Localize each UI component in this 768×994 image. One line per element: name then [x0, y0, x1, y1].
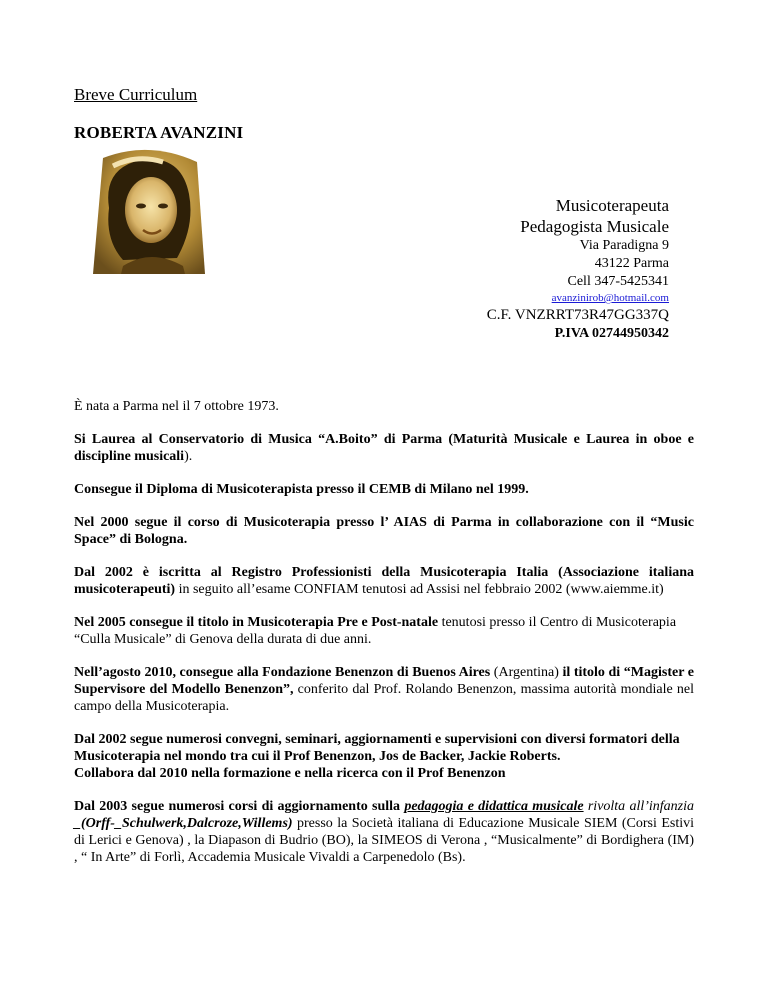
prenatal-detail: tenutosi presso il Centro di Musicoterapia “Culla Musicale” di Genova della durata di due anni. — [74, 615, 677, 647]
phone-number: Cell 347-5425341 — [567, 274, 669, 289]
pedagogy-intro: Dal 2003 segue numerosi corsi di aggiornamento sulla — [74, 799, 405, 814]
paragraph-degree — [74, 431, 694, 465]
paragraph-aias — [74, 514, 694, 548]
document-heading: Breve Curriculum — [74, 85, 198, 104]
role-line-2: Pedagogista Musicale — [520, 217, 669, 236]
paragraph-registry — [74, 564, 694, 598]
curriculum-body — [74, 398, 694, 882]
benenzon-country: (Argentina) — [490, 665, 563, 680]
contact-block — [309, 195, 669, 343]
birth-text: È nata a Parma nel il 7 ottobre 1973. — [74, 399, 279, 414]
address-city: 43122 Parma — [594, 256, 669, 271]
pedagogy-target: rivolta all’infanzia — [583, 799, 695, 814]
degree-text: Si Laurea al Conservatorio di Musica “A.Boito” di Parma (Maturità Musicale e Laurea in oboe e discipline musicali — [74, 432, 694, 464]
pedagogy-detail: presso la Società italiana di Educazione Musicale SIEM (Corsi Estivi di Lerici e Genova) , la Diapason di Budrio (BO), la SIMEOS di Verona , “Musicalmente” di Bordighera (IM) , “ In Arte” di Forlì, Accademia Musicale Vivaldi a Carpenedolo (Bs). — [74, 816, 694, 865]
pedagogy-methods: _(Orff-_Schulwerk,Dalcroze,Willems) — [74, 816, 293, 831]
paragraph-benenzon — [74, 664, 694, 715]
prenatal-text: Nel 2005 consegue il titolo in Musicoterapia Pre e Post-natale — [74, 615, 439, 630]
vat-number: P.IVA 02744950342 — [554, 326, 669, 341]
degree-end: ). — [184, 449, 193, 464]
paragraph-conventions — [74, 731, 694, 782]
paragraph-diploma — [74, 481, 694, 498]
collaboration-text: Collabora dal 2010 nella formazione e nella ricerca con il Prof Benenzon — [74, 766, 506, 781]
conventions-text: Dal 2002 segue numerosi convegni, seminari, aggiornamenti e supervisioni con diversi formatori della Musicoterapia nel mondo tra cui il Prof Benenzon, Jos de Backer, Jackie Roberts. — [74, 732, 680, 764]
diploma-text: Consegue il Diploma di Musicoterapista presso il CEMB di Milano nel 1999. — [74, 482, 529, 497]
profile-photo — [93, 148, 205, 274]
email-link[interactable]: avanzinirob@hotmail.com — [551, 292, 669, 304]
registry-text: Dal 2002 è iscritta al Registro Professionisti della Musicoterapia Italia (Associazione italiana musicoterapeuti) — [74, 565, 694, 597]
pedagogy-topic: pedagogia e didattica musicale — [404, 799, 584, 814]
portrait-image — [93, 148, 205, 274]
person-name: ROBERTA AVANZINI — [74, 123, 244, 142]
paragraph-prenatal — [74, 614, 694, 648]
registry-detail: in seguito all’esame CONFIAM tenutosi ad Assisi nel febbraio 2002 (www.aiemme.it) — [175, 582, 664, 597]
address-street: Via Paradigna 9 — [579, 238, 669, 253]
benenzon-detail: conferito dal Prof. Rolando Benenzon, massima autorità mondiale nel campo della Musicoterapia. — [74, 682, 694, 714]
benenzon-title: il titolo di “Magister e Supervisore del Modello Benenzon”, — [74, 665, 694, 697]
paragraph-pedagogy — [74, 798, 694, 866]
aias-text: Nel 2000 segue il corso di Musicoterapia presso l’ AIAS di Parma in collaborazione con il “Music Space” di Bologna. — [74, 515, 694, 547]
role-line-1: Musicoterapeuta — [555, 196, 669, 215]
benenzon-text: Nell’agosto 2010, consegue alla Fondazione Benenzon di Buenos Aires — [74, 665, 491, 680]
fiscal-code: C.F. VNZRRT73R47GG337Q — [486, 307, 669, 323]
paragraph-birth — [74, 398, 694, 415]
